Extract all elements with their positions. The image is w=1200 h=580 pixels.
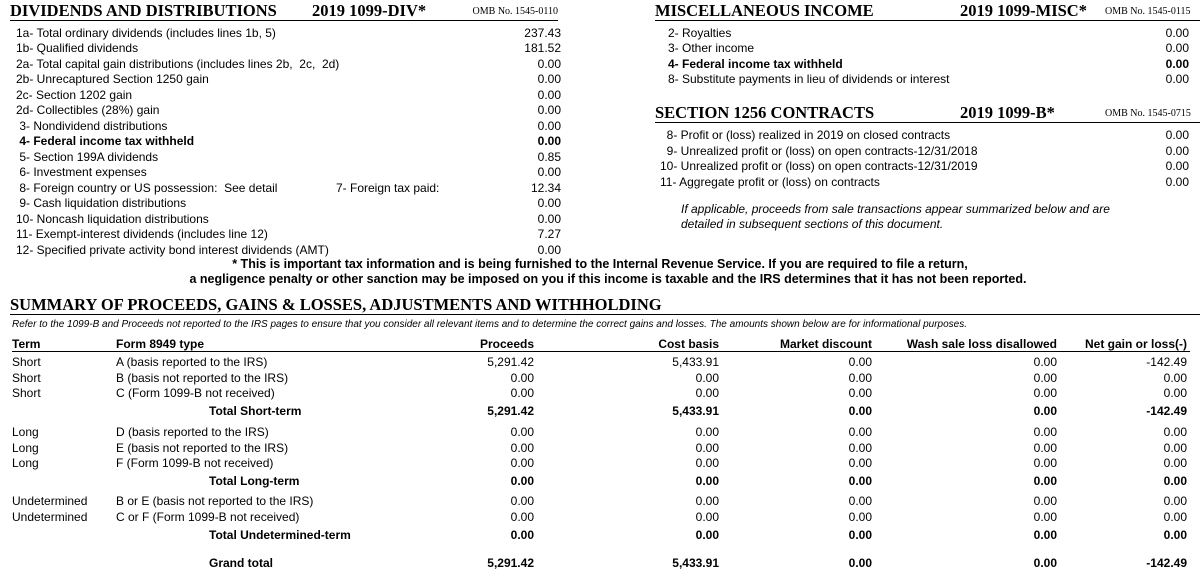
s1256-row-label: 9- Unrealized profit or (loss) on open contracts-12/31/2018 bbox=[660, 143, 978, 158]
div-row bbox=[16, 72, 561, 87]
cell-wash-sale: 0.00 bbox=[1033, 425, 1057, 439]
cell-proceeds: 5,291.42 bbox=[487, 556, 534, 570]
cell-market-discount: 0.00 bbox=[848, 404, 872, 418]
s1256-row-label: 10- Unrealized profit or (loss) on open contracts-12/31/2019 bbox=[660, 159, 978, 174]
div-row-label: 11- Exempt-interest dividends (includes line 12) bbox=[16, 227, 268, 241]
misc-section-header bbox=[655, 2, 1200, 21]
summary-section-header bbox=[10, 296, 1200, 315]
summary-section-title: SUMMARY OF PROCEEDS, GAINS & LOSSES, ADJUSTMENTS AND WITHHOLDING bbox=[10, 295, 662, 314]
cell-cost-basis: 0.00 bbox=[695, 494, 719, 508]
summary-table-row bbox=[12, 386, 1190, 401]
summary-table-row bbox=[12, 371, 1190, 386]
summary-table-row bbox=[12, 510, 1190, 525]
div-row bbox=[16, 103, 561, 118]
important-notice-line2: a negligence penalty or other sanction may be imposed on you if this income is taxable and the IRS determines that it has not been reported. bbox=[189, 272, 1027, 286]
cell-wash-sale: 0.00 bbox=[1033, 441, 1057, 455]
div-row-label: 12- Specified private activity bond interest dividends (AMT) bbox=[16, 242, 329, 257]
div-row bbox=[16, 181, 561, 196]
misc-row-label: 2- Royalties bbox=[668, 25, 732, 40]
important-notice-line1: * This is important tax information and is being furnished to the Internal Revenue Service. If you are required to file a return, bbox=[232, 257, 968, 271]
div-row-label: 2a- Total capital gain distributions (includes lines 2b, 2c, 2d) bbox=[16, 56, 340, 71]
summary-table-row bbox=[12, 456, 1190, 471]
cell-form-8949-type: B (basis not reported to the IRS) bbox=[116, 371, 289, 385]
cell-market-discount: 0.00 bbox=[848, 441, 872, 455]
div-row bbox=[16, 41, 561, 56]
cell-proceeds: 5,291.42 bbox=[487, 355, 534, 369]
summary-table-row bbox=[12, 494, 1190, 509]
summary-refer-note: Refer to the 1099-B and Proceeds not reported to the IRS pages to ensure that you consider all relevant items and to determine the correct gains and losses. The amounts shown below are for informational purposes. bbox=[12, 319, 967, 330]
cell-wash-sale: 0.00 bbox=[1033, 371, 1057, 385]
col-cost-basis: Cost basis bbox=[658, 337, 719, 351]
cell-wash-sale: 0.00 bbox=[1033, 386, 1057, 400]
div-row-value: 12.34 bbox=[530, 180, 561, 195]
div-row-value: 0.00 bbox=[537, 196, 561, 210]
s1256-row-value: 0.00 bbox=[1165, 143, 1189, 158]
div-row-label: 10- Noncash liquidation distributions bbox=[16, 211, 209, 226]
summary-table-header bbox=[12, 337, 1190, 352]
cell-market-discount: 0.00 bbox=[848, 474, 872, 488]
div-section-title: DIVIDENDS AND DISTRIBUTIONS bbox=[10, 1, 277, 20]
div-row-label: 5- Section 199A dividends bbox=[16, 149, 159, 164]
div-row-value: 181.52 bbox=[524, 41, 561, 55]
cell-total-label: Total Short-term bbox=[209, 404, 302, 418]
misc-row-value: 0.00 bbox=[1165, 72, 1189, 86]
div-row-extra-label: 7- Foreign tax paid: bbox=[336, 180, 440, 195]
cell-net-gain-loss: 0.00 bbox=[1163, 371, 1187, 385]
s1256-note-line1: If applicable, proceeds from sale transactions appear summarized below and are bbox=[681, 202, 1110, 216]
div-row-label: 8- Foreign country or US possession: See detail bbox=[16, 180, 278, 195]
misc-row-value: 0.00 bbox=[1165, 25, 1189, 40]
cell-market-discount: 0.00 bbox=[848, 494, 872, 508]
s1256-row-value: 0.00 bbox=[1165, 175, 1189, 190]
cell-wash-sale: 0.00 bbox=[1033, 355, 1057, 369]
div-row-value: 0.00 bbox=[537, 242, 561, 257]
cell-form-8949-type: A (basis reported to the IRS) bbox=[116, 355, 268, 369]
col-form-8949-type: Form 8949 type bbox=[116, 337, 205, 351]
s1256-section-title: SECTION 1256 CONTRACTS bbox=[655, 103, 875, 122]
div-row-label: 2d- Collectibles (28%) gain bbox=[16, 103, 160, 117]
misc-row-value: 0.00 bbox=[1165, 41, 1189, 55]
summary-table-row bbox=[12, 425, 1190, 440]
misc-row bbox=[668, 26, 1189, 41]
div-row-value: 0.00 bbox=[537, 103, 561, 117]
col-proceeds: Proceeds bbox=[479, 337, 534, 351]
div-row-value: 0.00 bbox=[537, 165, 561, 179]
cell-wash-sale: 0.00 bbox=[1033, 510, 1057, 524]
div-row-value: 0.00 bbox=[537, 72, 561, 86]
cell-net-gain-loss: -142.49 bbox=[1146, 355, 1187, 369]
s1256-row bbox=[660, 159, 1189, 174]
cell-net-gain-loss: 0.00 bbox=[1163, 528, 1187, 542]
cell-net-gain-loss: 0.00 bbox=[1163, 510, 1187, 524]
cell-cost-basis: 0.00 bbox=[695, 474, 719, 488]
cell-term: Short bbox=[12, 355, 41, 369]
cell-net-gain-loss: 0.00 bbox=[1163, 425, 1187, 439]
cell-net-gain-loss: 0.00 bbox=[1163, 474, 1187, 488]
s1256-note-line2: detailed in subsequent sections of this document. bbox=[681, 217, 944, 231]
cell-cost-basis: 0.00 bbox=[695, 510, 719, 524]
cell-market-discount: 0.00 bbox=[848, 556, 872, 570]
cell-cost-basis: 0.00 bbox=[695, 371, 719, 385]
s1256-row-label: 8- Profit or (loss) realized in 2019 on closed contracts bbox=[660, 128, 951, 142]
misc-row-value: 0.00 bbox=[1165, 56, 1189, 71]
cell-proceeds: 0.00 bbox=[510, 386, 534, 400]
misc-omb-number: OMB No. 1545-0115 bbox=[1105, 6, 1191, 17]
misc-section-title: MISCELLANEOUS INCOME bbox=[655, 1, 874, 20]
s1256-section-header bbox=[655, 104, 1200, 123]
div-omb-number: OMB No. 1545-0110 bbox=[472, 6, 558, 17]
s1256-row bbox=[660, 175, 1189, 190]
cell-cost-basis: 5,433.91 bbox=[672, 404, 719, 418]
cell-proceeds: 0.00 bbox=[510, 474, 534, 488]
s1256-row bbox=[660, 128, 1189, 143]
cell-wash-sale: 0.00 bbox=[1033, 494, 1057, 508]
div-row-value: 7.27 bbox=[537, 227, 561, 241]
cell-form-8949-type: E (basis not reported to the IRS) bbox=[116, 441, 289, 455]
summary-total-row bbox=[12, 404, 1190, 419]
cell-term: Long bbox=[12, 425, 39, 439]
div-row bbox=[16, 88, 561, 103]
cell-net-gain-loss: 0.00 bbox=[1163, 441, 1187, 455]
summary-total-row bbox=[12, 474, 1190, 489]
misc-form-number: 2019 1099-MISC* bbox=[960, 1, 1087, 20]
cell-proceeds: 0.00 bbox=[510, 456, 534, 470]
div-row-value: 0.00 bbox=[537, 211, 561, 226]
s1256-row-label: 11- Aggregate profit or (loss) on contracts bbox=[660, 175, 880, 190]
cell-net-gain-loss: -142.49 bbox=[1146, 404, 1187, 418]
cell-cost-basis: 5,433.91 bbox=[672, 355, 719, 369]
div-row bbox=[16, 150, 561, 165]
div-row bbox=[16, 243, 561, 258]
div-row-label: 2c- Section 1202 gain bbox=[16, 87, 133, 102]
div-form-number: 2019 1099-DIV* bbox=[312, 1, 427, 20]
div-row bbox=[16, 196, 561, 211]
cell-proceeds: 0.00 bbox=[510, 510, 534, 524]
cell-term: Long bbox=[12, 441, 39, 455]
cell-cost-basis: 0.00 bbox=[695, 528, 719, 542]
cell-cost-basis: 0.00 bbox=[695, 425, 719, 439]
summary-table-row bbox=[12, 355, 1190, 370]
summary-total-row bbox=[12, 556, 1190, 571]
div-row-label: 6- Investment expenses bbox=[16, 165, 147, 179]
div-row-value: 0.00 bbox=[537, 87, 561, 102]
col-market-discount: Market discount bbox=[779, 337, 872, 351]
div-row bbox=[16, 165, 561, 180]
summary-table-row bbox=[12, 441, 1190, 456]
cell-total-label: Total Long-term bbox=[209, 474, 300, 488]
cell-form-8949-type: B or E (basis not reported to the IRS) bbox=[116, 494, 314, 508]
cell-cost-basis: 5,433.91 bbox=[672, 556, 719, 570]
cell-wash-sale: 0.00 bbox=[1033, 556, 1057, 570]
div-row-value: 0.00 bbox=[537, 134, 561, 148]
cell-form-8949-type: C or F (Form 1099-B not received) bbox=[116, 510, 300, 524]
cell-cost-basis: 0.00 bbox=[695, 456, 719, 470]
cell-wash-sale: 0.00 bbox=[1033, 528, 1057, 542]
misc-row-label: 8- Substitute payments in lieu of dividends or interest bbox=[668, 72, 950, 86]
div-row-label: 4- Federal income tax withheld bbox=[16, 134, 195, 148]
s1256-omb-number: OMB No. 1545-0715 bbox=[1105, 108, 1191, 119]
cell-market-discount: 0.00 bbox=[848, 510, 872, 524]
cell-cost-basis: 0.00 bbox=[695, 441, 719, 455]
s1256-row-value: 0.00 bbox=[1165, 128, 1189, 142]
div-row bbox=[16, 227, 561, 242]
cell-total-label: Grand total bbox=[209, 556, 274, 570]
div-row bbox=[16, 57, 561, 72]
cell-form-8949-type: C (Form 1099-B not received) bbox=[116, 386, 275, 400]
cell-market-discount: 0.00 bbox=[848, 386, 872, 400]
cell-market-discount: 0.00 bbox=[848, 456, 872, 470]
div-row bbox=[16, 134, 561, 149]
cell-net-gain-loss: 0.00 bbox=[1163, 456, 1187, 470]
div-row-value: 0.00 bbox=[537, 56, 561, 71]
cell-proceeds: 0.00 bbox=[510, 441, 534, 455]
div-row bbox=[16, 212, 561, 227]
div-row-value: 0.85 bbox=[537, 149, 561, 164]
div-row-value: 237.43 bbox=[524, 25, 561, 40]
cell-net-gain-loss: 0.00 bbox=[1163, 494, 1187, 508]
cell-proceeds: 0.00 bbox=[510, 528, 534, 542]
cell-proceeds: 0.00 bbox=[510, 494, 534, 508]
col-net-gain-loss: Net gain or loss(-) bbox=[1084, 337, 1187, 351]
misc-row bbox=[668, 41, 1189, 56]
s1256-row-value: 0.00 bbox=[1165, 159, 1189, 174]
cell-term: Short bbox=[12, 386, 41, 400]
cell-cost-basis: 0.00 bbox=[695, 386, 719, 400]
div-row-label: 1b- Qualified dividends bbox=[16, 41, 139, 55]
s1256-row bbox=[660, 144, 1189, 159]
cell-market-discount: 0.00 bbox=[848, 425, 872, 439]
cell-proceeds: 0.00 bbox=[510, 425, 534, 439]
cell-market-discount: 0.00 bbox=[848, 355, 872, 369]
cell-wash-sale: 0.00 bbox=[1033, 456, 1057, 470]
misc-row bbox=[668, 57, 1189, 72]
cell-wash-sale: 0.00 bbox=[1033, 404, 1057, 418]
s1256-form-number: 2019 1099-B* bbox=[960, 103, 1055, 122]
cell-term: Undetermined bbox=[12, 494, 88, 508]
cell-wash-sale: 0.00 bbox=[1033, 474, 1057, 488]
cell-net-gain-loss: -142.49 bbox=[1146, 556, 1187, 570]
div-section-header bbox=[10, 2, 558, 21]
cell-term: Short bbox=[12, 371, 41, 385]
cell-net-gain-loss: 0.00 bbox=[1163, 386, 1187, 400]
div-row-label: 3- Nondividend distributions bbox=[16, 118, 168, 133]
col-wash-sale: Wash sale loss disallowed bbox=[906, 337, 1057, 351]
cell-term: Undetermined bbox=[12, 510, 88, 524]
misc-row-label: 4- Federal income tax withheld bbox=[668, 56, 843, 71]
summary-total-row bbox=[12, 528, 1190, 543]
cell-proceeds: 0.00 bbox=[510, 371, 534, 385]
cell-market-discount: 0.00 bbox=[848, 528, 872, 542]
div-row-label: 2b- Unrecaptured Section 1250 gain bbox=[16, 72, 209, 86]
cell-term: Long bbox=[12, 456, 39, 470]
cell-proceeds: 5,291.42 bbox=[487, 404, 534, 418]
col-term: Term bbox=[12, 337, 41, 351]
div-row bbox=[16, 119, 561, 134]
cell-form-8949-type: F (Form 1099-B not received) bbox=[116, 456, 274, 470]
cell-form-8949-type: D (basis reported to the IRS) bbox=[116, 425, 269, 439]
misc-row-label: 3- Other income bbox=[668, 41, 755, 55]
div-row bbox=[16, 26, 561, 41]
div-row-value: 0.00 bbox=[537, 118, 561, 133]
misc-row bbox=[668, 72, 1189, 87]
cell-total-label: Total Undetermined-term bbox=[209, 528, 351, 542]
cell-market-discount: 0.00 bbox=[848, 371, 872, 385]
div-row-label: 1a- Total ordinary dividends (includes lines 1b, 5) bbox=[16, 25, 276, 40]
div-row-label: 9- Cash liquidation distributions bbox=[16, 196, 187, 210]
